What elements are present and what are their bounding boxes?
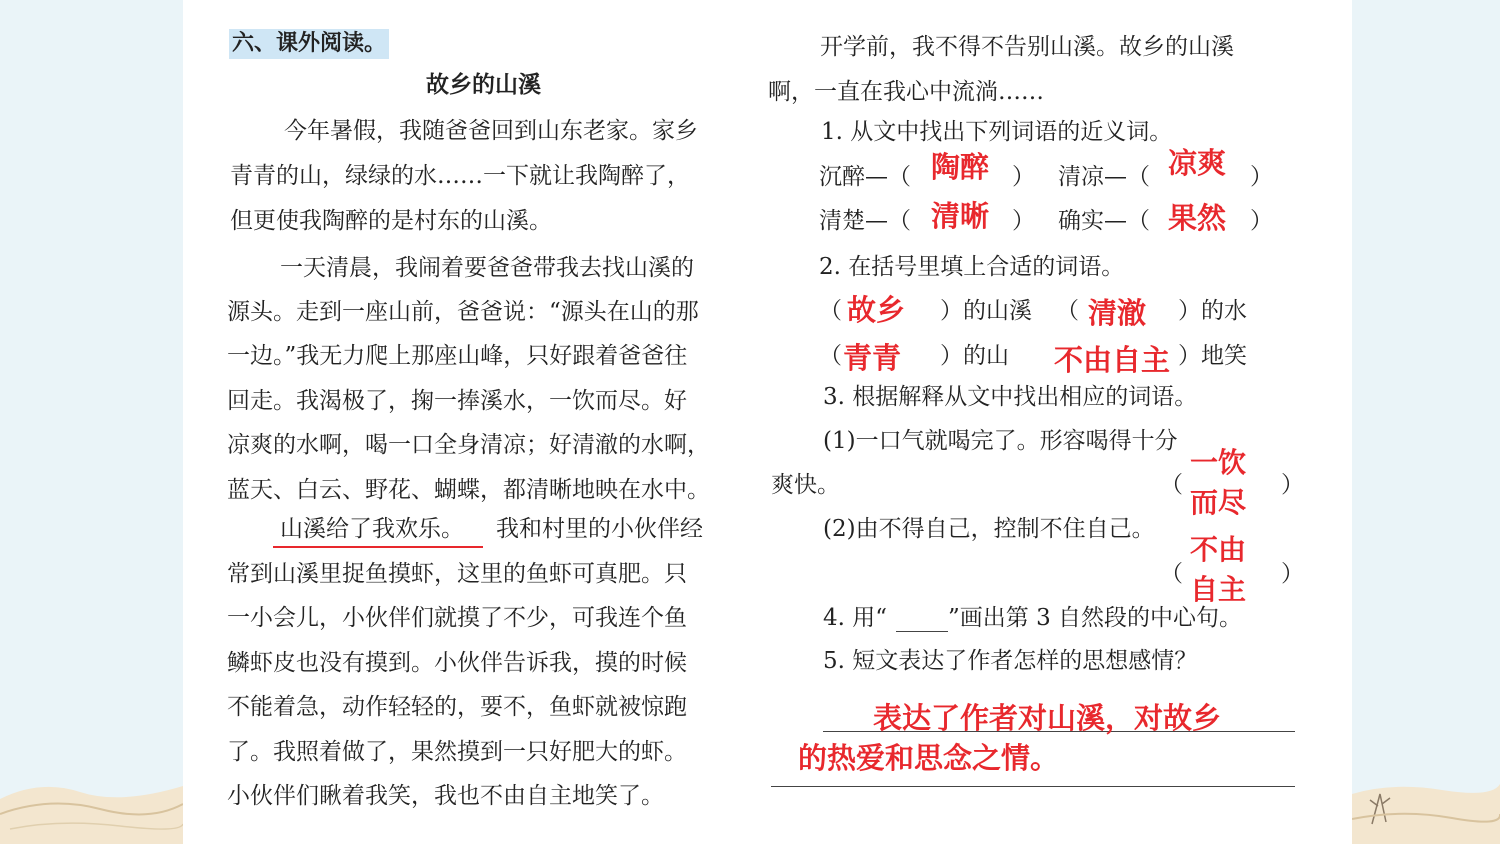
passage-line: 了。我照着做了，果然摸到一只好肥大的虾。 — [227, 739, 687, 765]
question-4-prompt-b: ”画出第 3 自然段的中心句。 — [948, 605, 1243, 631]
question-5-prompt: 5. 短文表达了作者怎样的思想感情？ — [823, 648, 1198, 674]
passage-line: 我和村里的小伙伴经 — [496, 516, 703, 542]
q5-answer-line1: 表达了作者对山溪，对故乡 — [873, 701, 1222, 735]
q2-phrase: ）的水 — [1178, 298, 1247, 324]
passage-line: 一天清晨，我闹着要爸爸带我去找山溪的 — [280, 255, 694, 281]
passage-title: 故乡的山溪 — [426, 72, 541, 98]
passage-line: 青青的山，绿绿的水……一下就让我陶醉了， — [230, 163, 690, 189]
passage-line: 但更使我陶醉的是村东的山溪。 — [230, 208, 552, 234]
q2-answer: 不由自主 — [1054, 343, 1171, 377]
q2-paren-open: （ — [819, 298, 842, 324]
q1-answer: 陶醉 — [931, 150, 990, 184]
q1-word: 沉醉—（ — [819, 164, 911, 190]
q1-word: 清楚—（ — [819, 208, 911, 234]
right-margin — [1352, 0, 1500, 844]
q3-paren-close: ） — [1281, 472, 1304, 498]
q2-phrase: ）地笑 — [1178, 343, 1247, 369]
left-margin — [0, 0, 183, 844]
passage-line: 常到山溪里捉鱼摸虾，这里的鱼虾可真肥。只 — [227, 561, 687, 587]
central-sentence-underline — [273, 546, 483, 548]
q2-answer: 青青 — [843, 341, 902, 375]
q1-answer: 凉爽 — [1168, 146, 1227, 180]
q3-item2: (2)由不得自己，控制不住自己。 — [823, 516, 1155, 542]
q3-item1-cont: 爽快。 — [771, 472, 840, 498]
q1-word: 清凉—（ — [1058, 164, 1150, 190]
q1-word: 确实—（ — [1058, 208, 1150, 234]
q2-answer: 故乡 — [847, 293, 906, 327]
q2-phrase: ）的山 — [940, 343, 1009, 369]
q1-paren-close: ） — [1250, 208, 1273, 234]
q1-paren-close: ） — [1012, 164, 1035, 190]
passage-line: 今年暑假，我随爸爸回到山东老家。家乡 — [284, 118, 698, 144]
landscape-decoration-left — [0, 774, 183, 844]
q3-paren-open: （ — [1160, 561, 1183, 587]
worksheet-page — [183, 0, 1352, 844]
passage-line: 回走。我渴极了，掬一捧溪水，一饮而尽。好 — [227, 388, 687, 414]
passage-line: 凉爽的水啊，喝一口全身清凉；好清澈的水啊， — [227, 432, 710, 458]
answer-line — [771, 786, 1295, 787]
passage-line: 开学前，我不得不告别山溪。故乡的山溪 — [820, 34, 1234, 60]
q2-answer: 清澈 — [1088, 296, 1147, 330]
q3-paren-close: ） — [1281, 561, 1304, 587]
section-heading: 六、课外阅读。 — [229, 29, 389, 59]
passage-line: 小伙伴们瞅着我笑，我也不由自主地笑了。 — [227, 783, 664, 809]
q1-answer: 清晰 — [931, 199, 990, 233]
passage-line: 一小会儿，小伙伴们就摸了不少，可我连个鱼 — [227, 605, 687, 631]
q5-answer-line2: 的热爱和思念之情。 — [798, 741, 1060, 775]
passage-line: 鳞虾皮也没有摸到。小伙伴告诉我，摸的时候 — [227, 650, 687, 676]
q4-blank-line — [896, 631, 948, 632]
q1-paren-close: ） — [1250, 164, 1273, 190]
central-sentence: 山溪给了我欢乐。 — [280, 516, 464, 542]
q3-answer: 一饮而尽 — [1189, 446, 1246, 519]
question-1-prompt: 1. 从文中找出下列词语的近义词。 — [821, 119, 1173, 145]
passage-line: 一边。”我无力爬上那座山峰，只好跟着爸爸往 — [227, 343, 688, 369]
q3-paren-open: （ — [1160, 472, 1183, 498]
q2-paren-open: （ — [1056, 298, 1079, 324]
passage-line: 不能着急，动作轻轻的，要不，鱼虾就被惊跑 — [227, 694, 687, 720]
passage-line: 源头。走到一座山前，爸爸说：“源头在山的那 — [227, 299, 699, 325]
q1-answer: 果然 — [1168, 201, 1227, 235]
q3-item1: (1)一口气就喝完了。形容喝得十分 — [823, 428, 1178, 454]
landscape-decoration-right — [1352, 774, 1500, 844]
q2-phrase: ）的山溪 — [940, 298, 1032, 324]
question-3-prompt: 3. 根据解释从文中找出相应的词语。 — [823, 384, 1198, 410]
question-4-prompt-a: 4. 用“ — [823, 605, 888, 631]
passage-line: 啊，一直在我心中流淌…… — [768, 79, 1044, 105]
question-2-prompt: 2. 在括号里填上合适的词语。 — [819, 254, 1125, 280]
q1-paren-close: ） — [1012, 208, 1035, 234]
q2-paren-open: （ — [819, 343, 842, 369]
q3-answer: 不由自主 — [1189, 533, 1246, 606]
passage-line: 蓝天、白云、野花、蝴蝶，都清晰地映在水中。 — [227, 477, 710, 503]
